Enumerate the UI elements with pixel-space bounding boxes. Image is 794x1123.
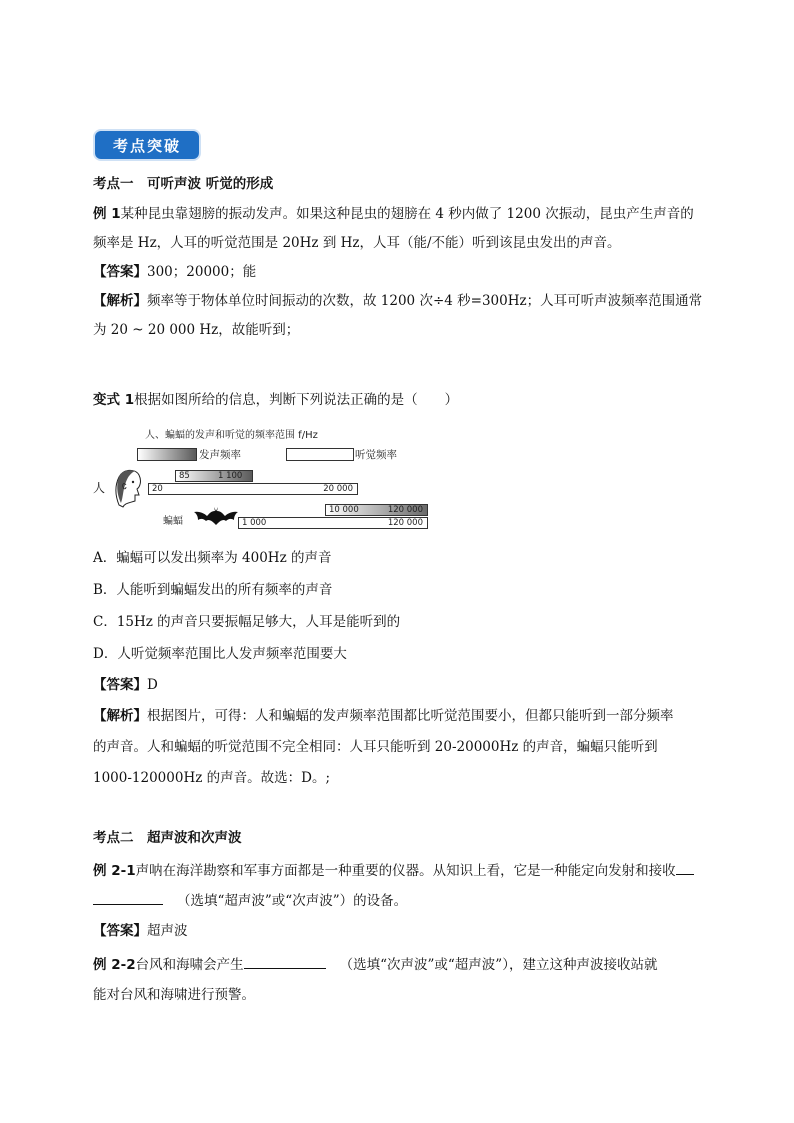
example-2-2-line2: 能对台风和海啸进行预警。 xyxy=(93,987,255,1003)
example-2-2-line1b: （选填“次声波”或“超声波”），建立这种声波接收站就 xyxy=(339,957,658,973)
human-emit-max: 1 100 xyxy=(218,471,243,481)
answer-blank[interactable] xyxy=(244,954,326,969)
figure-title: 人、蝙蝠的发声和听觉的频率范围 f/Hz xyxy=(145,430,318,441)
variant-1-question: 根据如图所给的信息，判断下列说法正确的是（ ） xyxy=(134,392,459,408)
variant-1 xyxy=(93,386,713,415)
example-1-line2: 频率是 Hz，人耳的听觉范围是 20Hz 到 Hz，人耳（能/不能）听到该昆虫发出的声音。 xyxy=(93,235,621,251)
frequency-range-figure xyxy=(93,420,438,535)
example-2-2 xyxy=(93,950,713,1010)
answer-label: 【答案】 xyxy=(93,264,147,280)
analysis-label: 【解析】 xyxy=(93,293,147,309)
legend-hear-swatch xyxy=(286,448,354,461)
answer-blank[interactable] xyxy=(93,890,163,905)
example-1-line1: 某种昆虫靠翅膀的振动发声。如果这种昆虫的翅膀在 4 秒内做了 1200 次振动，昆虫产生声音的 xyxy=(120,206,694,222)
variant-1-analysis-line1: 根据图片，可得：人和蝙蝠的发声频率范围都比听觉范围要小，但都只能听到一部分频率 xyxy=(147,708,674,724)
example-2-2-line1a: 台风和海啸会产生 xyxy=(135,957,244,973)
example-2-2-label: 例 2-2 xyxy=(93,957,136,973)
answer-blank[interactable] xyxy=(676,860,694,875)
option-d: D．人听觉频率范围比人发声频率范围要大 xyxy=(93,646,347,662)
option-c: C．15Hz 的声音只要振幅足够大，人耳是能听到的 xyxy=(93,614,401,630)
bat-hear-max: 120 000 xyxy=(387,518,423,528)
variant-1-options xyxy=(93,542,713,670)
human-emit-min: 85 xyxy=(179,471,190,481)
variant-1-analysis-line3: 1000-120000Hz 的声音。故选：D。; xyxy=(93,770,331,786)
variant-1-solution xyxy=(93,670,713,794)
example-1 xyxy=(93,200,713,345)
section-badge: 考点突破 xyxy=(95,131,199,159)
bat-hear-min: 1 000 xyxy=(242,518,267,528)
legend-emit-swatch xyxy=(137,448,197,461)
example-2-1-line1: 声呐在海洋勘察和军事方面都是一种重要的仪器。从知识上看，它是一种能定向发射和接收 xyxy=(135,863,676,879)
bat-icon xyxy=(193,505,239,529)
human-emit-bar xyxy=(175,470,253,482)
bat-hear-bar xyxy=(238,517,428,529)
section2-heading: 考点二 超声波和次声波 xyxy=(93,830,242,846)
example-2-1-label: 例 2-1 xyxy=(93,863,136,879)
human-hear-min: 20 xyxy=(152,484,163,494)
analysis-label: 【解析】 xyxy=(93,708,147,724)
variant-1-analysis-line2: 的声音。人和蝙蝠的听觉范围不完全相同：人耳只能听到 20-20000Hz 的声音，蝙蝠只能听到 xyxy=(93,739,658,755)
example-2-1 xyxy=(93,856,713,946)
example-1-analysis-line1: 频率等于物体单位时间振动的次数，故 1200 次÷4 秒=300Hz；人耳可听声波频率范围通常 xyxy=(147,293,703,309)
human-label: 人 xyxy=(93,481,106,495)
variant-1-answer: D xyxy=(147,677,158,693)
bat-emit-bar xyxy=(325,504,428,516)
human-hear-max: 20 000 xyxy=(323,484,353,494)
human-hear-bar xyxy=(148,483,358,495)
legend-emit-label: 发声频率 xyxy=(199,449,241,461)
example-2-1-line2: （选填“超声波”或“次声波”）的设备。 xyxy=(177,893,408,909)
answer-label: 【答案】 xyxy=(93,677,147,693)
bat-emit-min: 10 000 xyxy=(329,505,359,515)
variant-1-label: 变式 1 xyxy=(93,392,135,408)
option-a: A．蝙蝠可以发出频率为 400Hz 的声音 xyxy=(93,550,332,566)
bat-label: 蝙蝠 xyxy=(163,516,183,527)
human-head-icon xyxy=(109,465,145,509)
section1-heading: 考点一 可听声波 听觉的形成 xyxy=(93,176,274,192)
option-b: B．人能听到蝙蝠发出的所有频率的声音 xyxy=(93,582,333,598)
example-1-answer: 300；20000；能 xyxy=(147,264,257,280)
answer-label: 【答案】 xyxy=(93,923,147,939)
example-1-label: 例 1 xyxy=(93,206,121,222)
bat-emit-max: 120 000 xyxy=(387,505,423,515)
example-2-1-answer: 超声波 xyxy=(147,923,188,939)
example-1-analysis-line2: 为 20 ~ 20 000 Hz，故能听到； xyxy=(93,322,300,338)
legend-hear-label: 听觉频率 xyxy=(355,449,397,461)
